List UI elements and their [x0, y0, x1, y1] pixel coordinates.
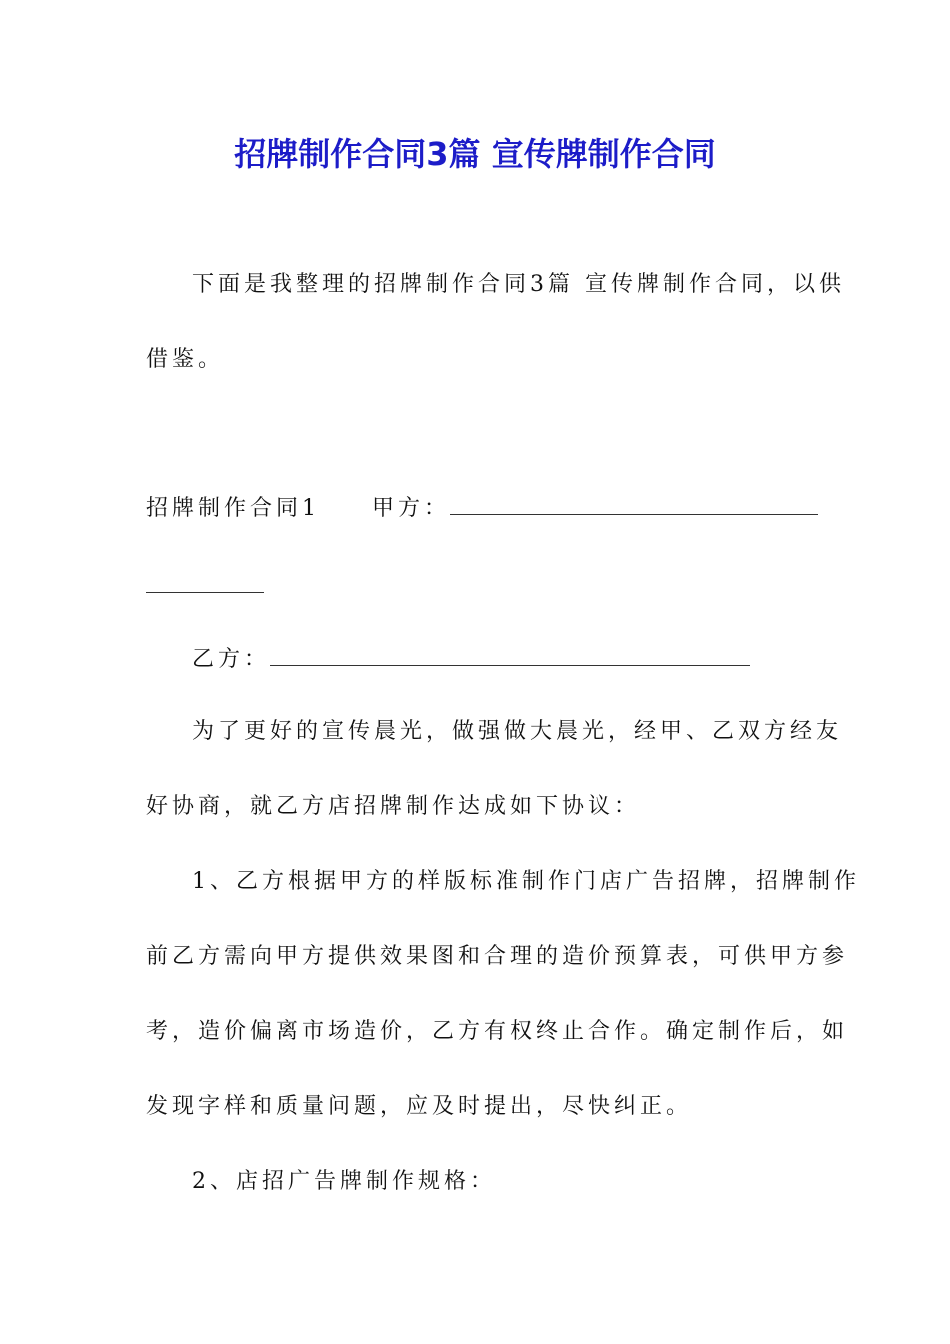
para-3-line-4: 发现字样和质量问题，应及时提出，尽快纠正。: [146, 1094, 693, 1119]
intro-line-2: 借鉴。: [146, 347, 225, 372]
party-b-row: [192, 645, 750, 675]
para-2-line-2: 好协商，就乙方店招牌制作达成如下协议：: [146, 794, 641, 819]
party-a-label: 甲方：: [372, 496, 451, 521]
party-a-row: [146, 494, 818, 524]
party-a-blank: [450, 494, 818, 515]
intro-line-1: 下面是我整理的招牌制作合同3篇 宣传牌制作合同，以供: [192, 272, 845, 297]
para-2-line-1: 为了更好的宣传晨光，做强做大晨光，经甲、乙双方经友: [192, 719, 843, 744]
party-a-blank-2: [146, 572, 264, 593]
document-title: 招牌制作合同3篇 宣传牌制作合同: [234, 135, 716, 173]
para-4-line-1: 2、店招广告牌制作规格：: [192, 1169, 496, 1194]
para-3-line-2: 前乙方需向甲方提供效果图和合理的造价预算表，可供甲方参: [146, 944, 849, 969]
para-3-line-3: 考，造价偏离市场造价，乙方有权终止合作。确定制作后，如: [146, 1019, 849, 1044]
para-3-line-1: 1、乙方根据甲方的样版标准制作门店广告招牌，招牌制作: [192, 869, 860, 894]
party-b-blank: [270, 645, 750, 666]
contract-heading: 招牌制作合同1: [146, 496, 320, 521]
party-b-label: 乙方：: [192, 647, 271, 672]
party-a-blank-continued: [146, 572, 264, 602]
